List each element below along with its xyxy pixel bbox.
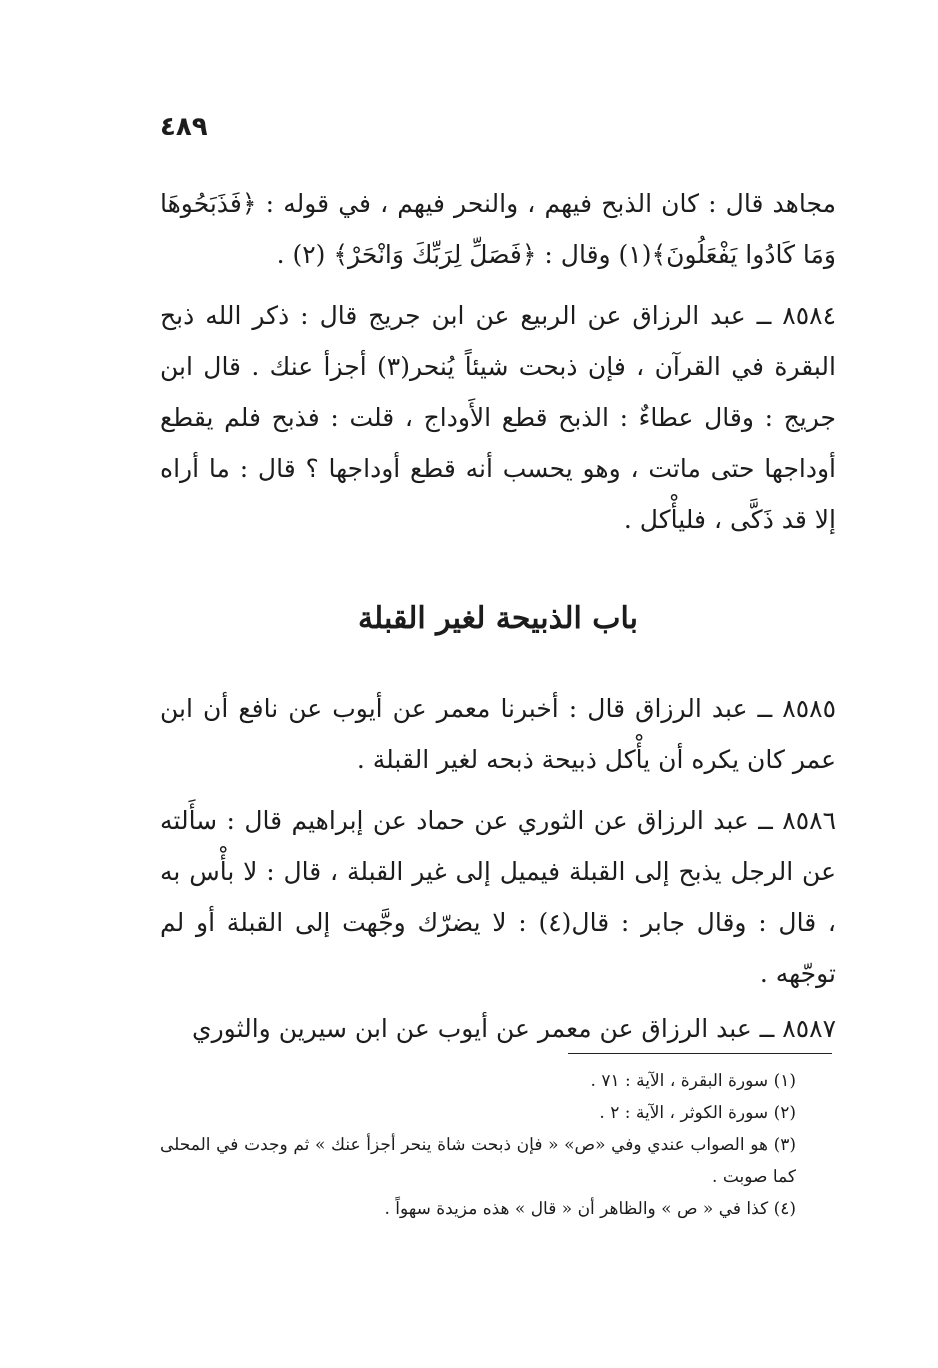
paragraph-8587: ٨٥٨٧ ــ عبد الرزاق عن معمر عن أيوب عن ابن سيرين والثوري [192, 1014, 836, 1043]
footnote-1: (١) سورة البقرة ، الآية : ٧١ . [590, 1071, 796, 1091]
page-number: ٤٨٩ [160, 112, 208, 142]
paragraph-8586: ٨٥٨٦ ــ عبد الرزاق عن الثوري عن حماد عن إبراهيم قال : سأَلته عن الرجل يذبح إلى القبلة فيميل إلى غير القبلة ، قال : لا بأْس به ، قال : وقال جابر : قال(٤) : لا يضرّك وجَّهت إلى القبلة أو لم توجّهه . [160, 806, 836, 988]
footnote-divider [568, 1053, 832, 1054]
paragraph-8584: ٨٥٨٤ ــ عبد الرزاق عن الربيع عن ابن جريج قال : ذكر الله ذبح البقرة في القرآن ، فإن ذبحت شيئاً يُنحر(٣) أجزأ عنك . قال ابن جريج : وقال عطاءٌ : الذبح قطع الأَوداج ، قلت : فذبح فلم يقطع أوداجها حتى ماتت ، وهو يحسب أنه قطع أوداجها ؟ قال : ما أراه إلا قد ذَكَّى ، فليأْكل . [160, 301, 836, 534]
section-title: باب الذبيحة لغير القبلة [357, 601, 639, 636]
paragraph-8585: ٨٥٨٥ ــ عبد الرزاق قال : أخبرنا معمر عن أيوب عن نافع أن ابن عمر كان يكره أن يأْكل ذبيحة ذبحه لغير القبلة . [160, 694, 836, 774]
footnote-4: (٤) كذا في « ص » والظاهر أن « قال » هذه مزيدة سهواً . [384, 1199, 796, 1219]
footnotes-section [160, 1065, 836, 1225]
footnote-2: (٢) سورة الكوثر ، الآية : ٢ . [599, 1103, 796, 1123]
footnote-3: (٣) هو الصواب عندي وفي «ص» « فإن ذبحت شاة ينحر أجزأ عنك » ثم وجدت في المحلى كما صوبت . [160, 1135, 796, 1187]
paragraph-intro: مجاهد قال : كان الذبح فيهم ، والنحر فيهم ، في قوله : ﴿فَذَبَحُوهَا وَمَا كَادُوا يَفْعَلُونَ﴾(١) وقال : ﴿فَصَلِّ لِرَبِّكَ وَانْحَرْ﴾ (٢) . [160, 189, 836, 269]
